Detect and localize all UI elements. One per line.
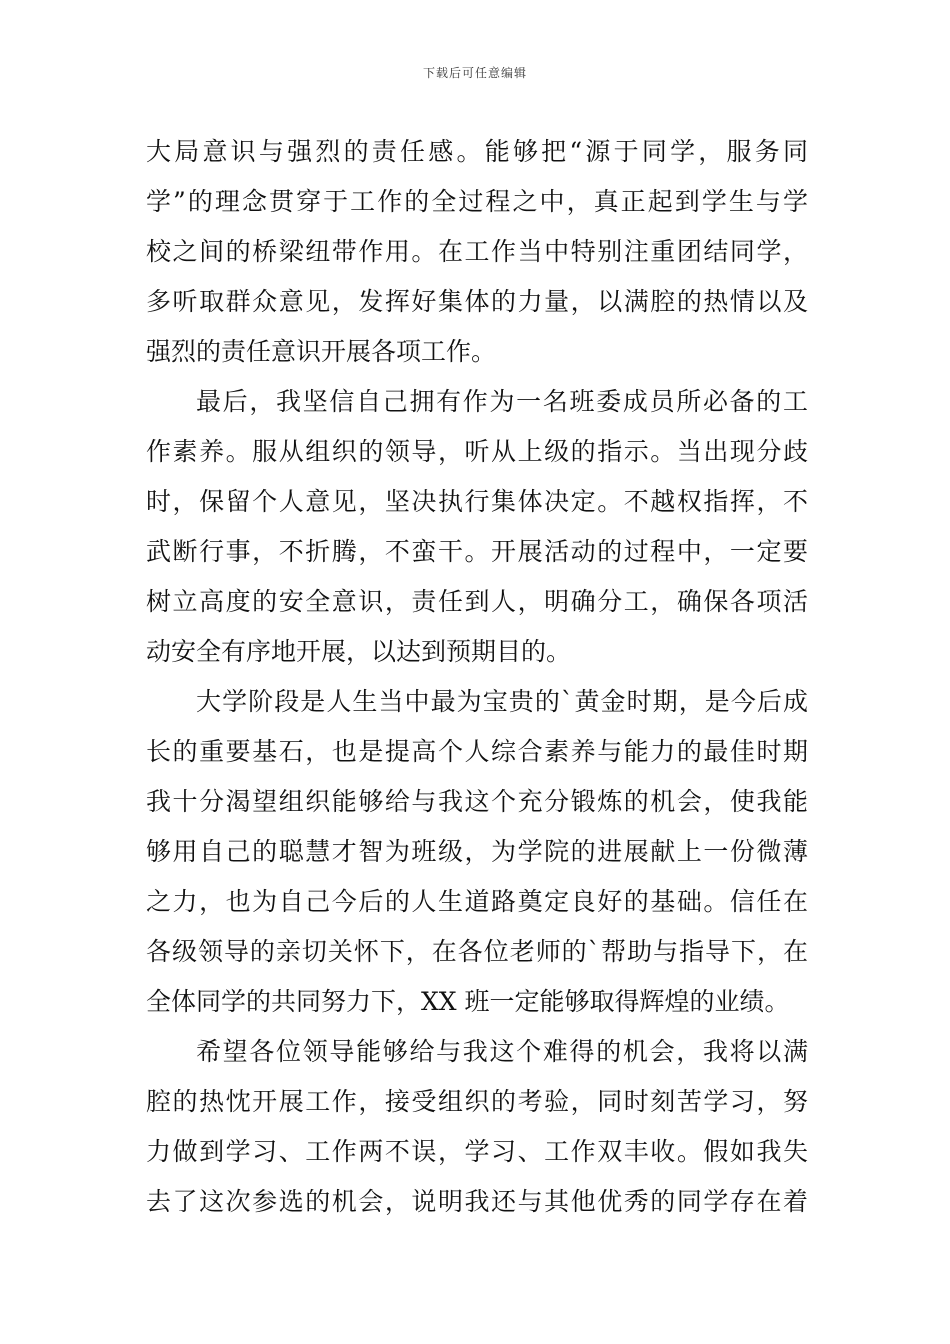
- text-line: 长的重要基石，也是提高个人综合素养与能力的最佳时期: [146, 737, 808, 766]
- text-line: 最后，我坚信自己拥有作为一名班委成员所必备的工: [196, 387, 808, 416]
- text-line: 我十分渴望组织能够给与我这个充分锻炼的机会，使我能: [146, 787, 808, 816]
- text-line: 大学阶段是人生当中最为宝贵的`黄金时期，是今后成: [196, 687, 808, 716]
- text-line: 多听取群众意见，发挥好集体的力量，以满腔的热情以及: [146, 287, 808, 316]
- paragraph: [146, 677, 808, 1027]
- text-line: 时，保留个人意见，坚决执行集体决定。不越权指挥，不: [146, 487, 808, 516]
- text-line: 动安全有序地开展，以达到预期目的。: [146, 637, 572, 666]
- text-line: 武断行事，不折腾，不蛮干。开展活动的过程中，一定要: [146, 537, 808, 566]
- text-line: 腔的热忱开展工作，接受组织的考验，同时刻苦学习，努: [146, 1087, 808, 1116]
- paragraph: [146, 1027, 808, 1227]
- paragraph: [146, 377, 808, 677]
- text-line: 作素养。服从组织的领导，听从上级的指示。当出现分歧: [146, 437, 808, 466]
- text-line: 学”的理念贯穿于工作的全过程之中，真正起到学生与学: [146, 187, 808, 216]
- paragraph: [146, 127, 808, 377]
- document-body: [146, 127, 808, 1227]
- text-line: 去了这次参选的机会，说明我还与其他优秀的同学存在着: [146, 1187, 808, 1216]
- text-line: 力做到学习、工作两不误，学习、工作双丰收。假如我失: [146, 1137, 808, 1166]
- text-line: 树立高度的安全意识，责任到人，明确分工，确保各项活: [146, 587, 808, 616]
- text-line: 校之间的桥梁纽带作用。在工作当中特别注重团结同学，: [146, 237, 808, 266]
- text-line: 大局意识与强烈的责任感。能够把“源于同学，服务同: [146, 137, 808, 166]
- text-line: 全体同学的共同努力下，XX 班一定能够取得辉煌的业绩。: [146, 987, 790, 1016]
- text-line: 希望各位领导能够给与我这个难得的机会，我将以满: [196, 1037, 808, 1066]
- text-line: 够用自己的聪慧才智为班级，为学院的进展献上一份微薄: [146, 837, 808, 866]
- text-line: 各级领导的亲切关怀下，在各位老师的`帮助与指导下，在: [146, 937, 808, 966]
- text-line: 强烈的责任意识开展各项工作。: [146, 337, 497, 366]
- text-line: 之力，也为自己今后的人生道路奠定良好的基础。信任在: [146, 887, 808, 916]
- page-header: 下载后可任意编辑: [422, 66, 527, 80]
